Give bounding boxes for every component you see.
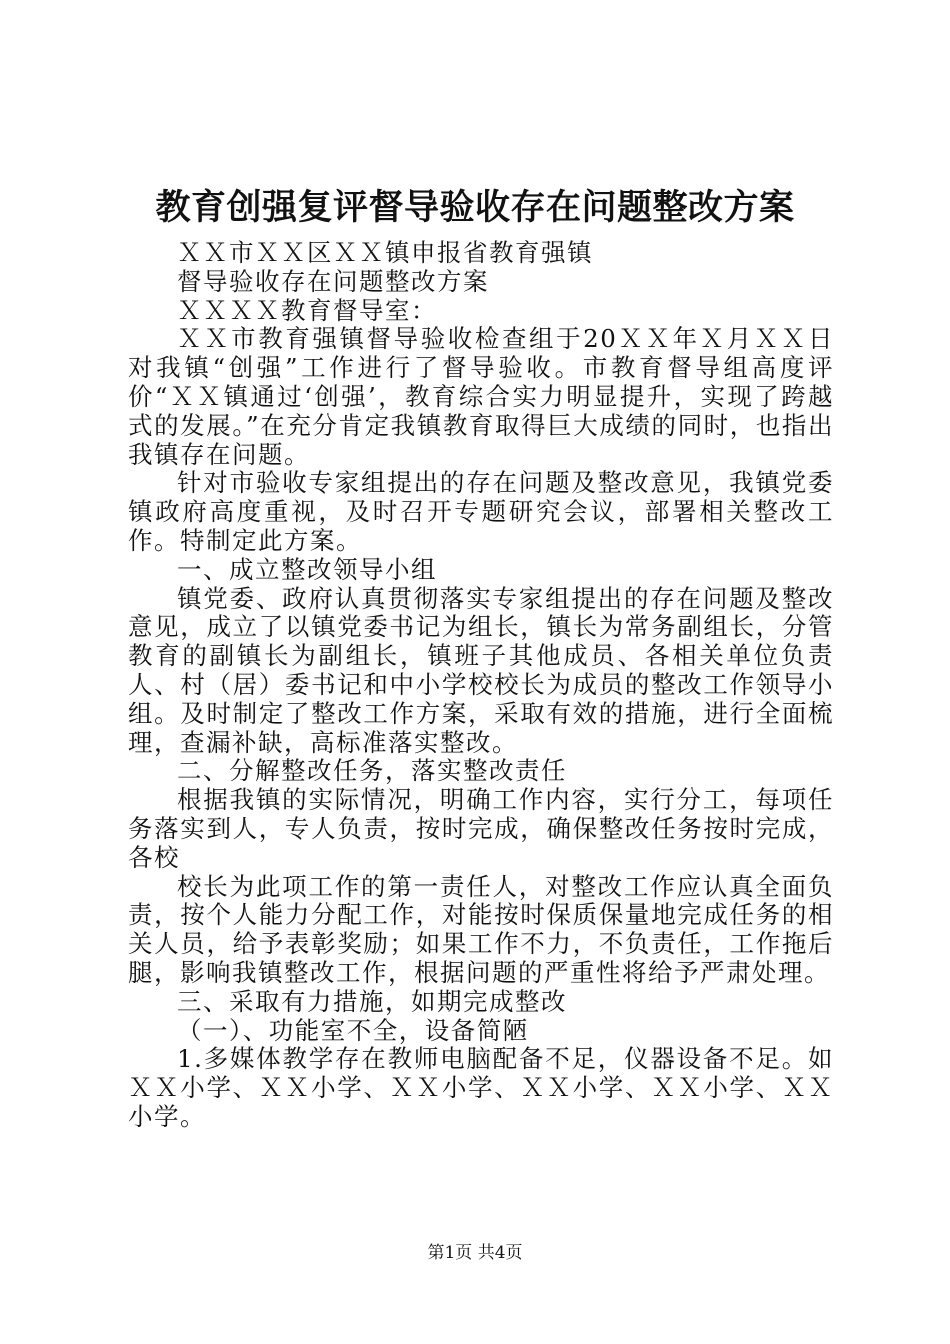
document-title: 教育创强复评督导验收存在问题整改方案 [155,187,795,228]
page-footer: 第1页 共4页 [427,1243,523,1263]
paragraph-header-line-1: ＸＸ市ＸＸ区ＸＸ镇申报省教育强镇 [177,238,593,267]
document-body [128,239,834,1132]
paragraph-section-1: 镇党委、政府认真贯彻落实专家组提出的存在问题及整改意见，成立了以镇党委书记为组长，镇长为常务副组长，分管教育的副镇长为副组长，镇班子其他成员、各相关单位负责人、村（居）委书记和中小学校校长为成员的整改工作领导小组。及时制定了整改工作方案，采取有效的措施，进行全面梳理，查漏补缺，高标准落实整改。 [128,583,834,757]
paragraph-recipient: ＸＸＸＸ教育督导室： [177,295,437,325]
paragraph-response: 针对市验收专家组提出的存在问题及整改意见，我镇党委镇政府高度重视，及时召开专题研究会议，部署相关整改工作。特制定此方案。 [128,468,834,555]
paragraph-item-1: 1.多媒体教学存在教师电脑配备不足，仪器设备不足。如ＸＸ小学、ＸＸ小学、ＸＸ小学、ＸＸ小学、ＸＸ小学、ＸＸ小学。 [128,1044,834,1131]
paragraph-section-2a: 根据我镇的实际情况，明确工作内容，实行分工，每项任务落实到人，专人负责，按时完成，确保整改任务按时完成，各校 [128,785,834,872]
section-heading-1: 一、成立整改领导小组 [177,554,437,584]
subsection-heading-3-1: （一）、功能室不全，设备简陋 [177,1015,529,1045]
section-heading-2: 二、分解整改任务，落实整改责任 [177,756,567,786]
paragraph-intro: ＸＸ市教育强镇督导验收检查组于20ＸＸ年Ｘ月ＸＸ日对我镇“创强”工作进行了督导验收。市教育督导组高度评价“ＸＸ镇通过‘创强’，教育综合实力明显提升，实现了跨越式的发展。”在充分肯定我镇教育取得巨大成绩的同时，也指出我镇存在问题。 [128,324,834,469]
paragraph-section-2b: 校长为此项工作的第一责任人，对整改工作应认真全面负责，按个人能力分配工作，对能按时保质保量地完成任务的相关人员，给予表彰奖励；如果工作不力，不负责任，工作拖后腿，影响我镇整改工作，根据问题的严重性将给予严肃处理。 [128,871,834,987]
paragraph-header-line-2: 督导验收存在问题整改方案 [177,266,489,296]
section-heading-3: 三、采取有力措施，如期完成整改 [177,986,567,1016]
